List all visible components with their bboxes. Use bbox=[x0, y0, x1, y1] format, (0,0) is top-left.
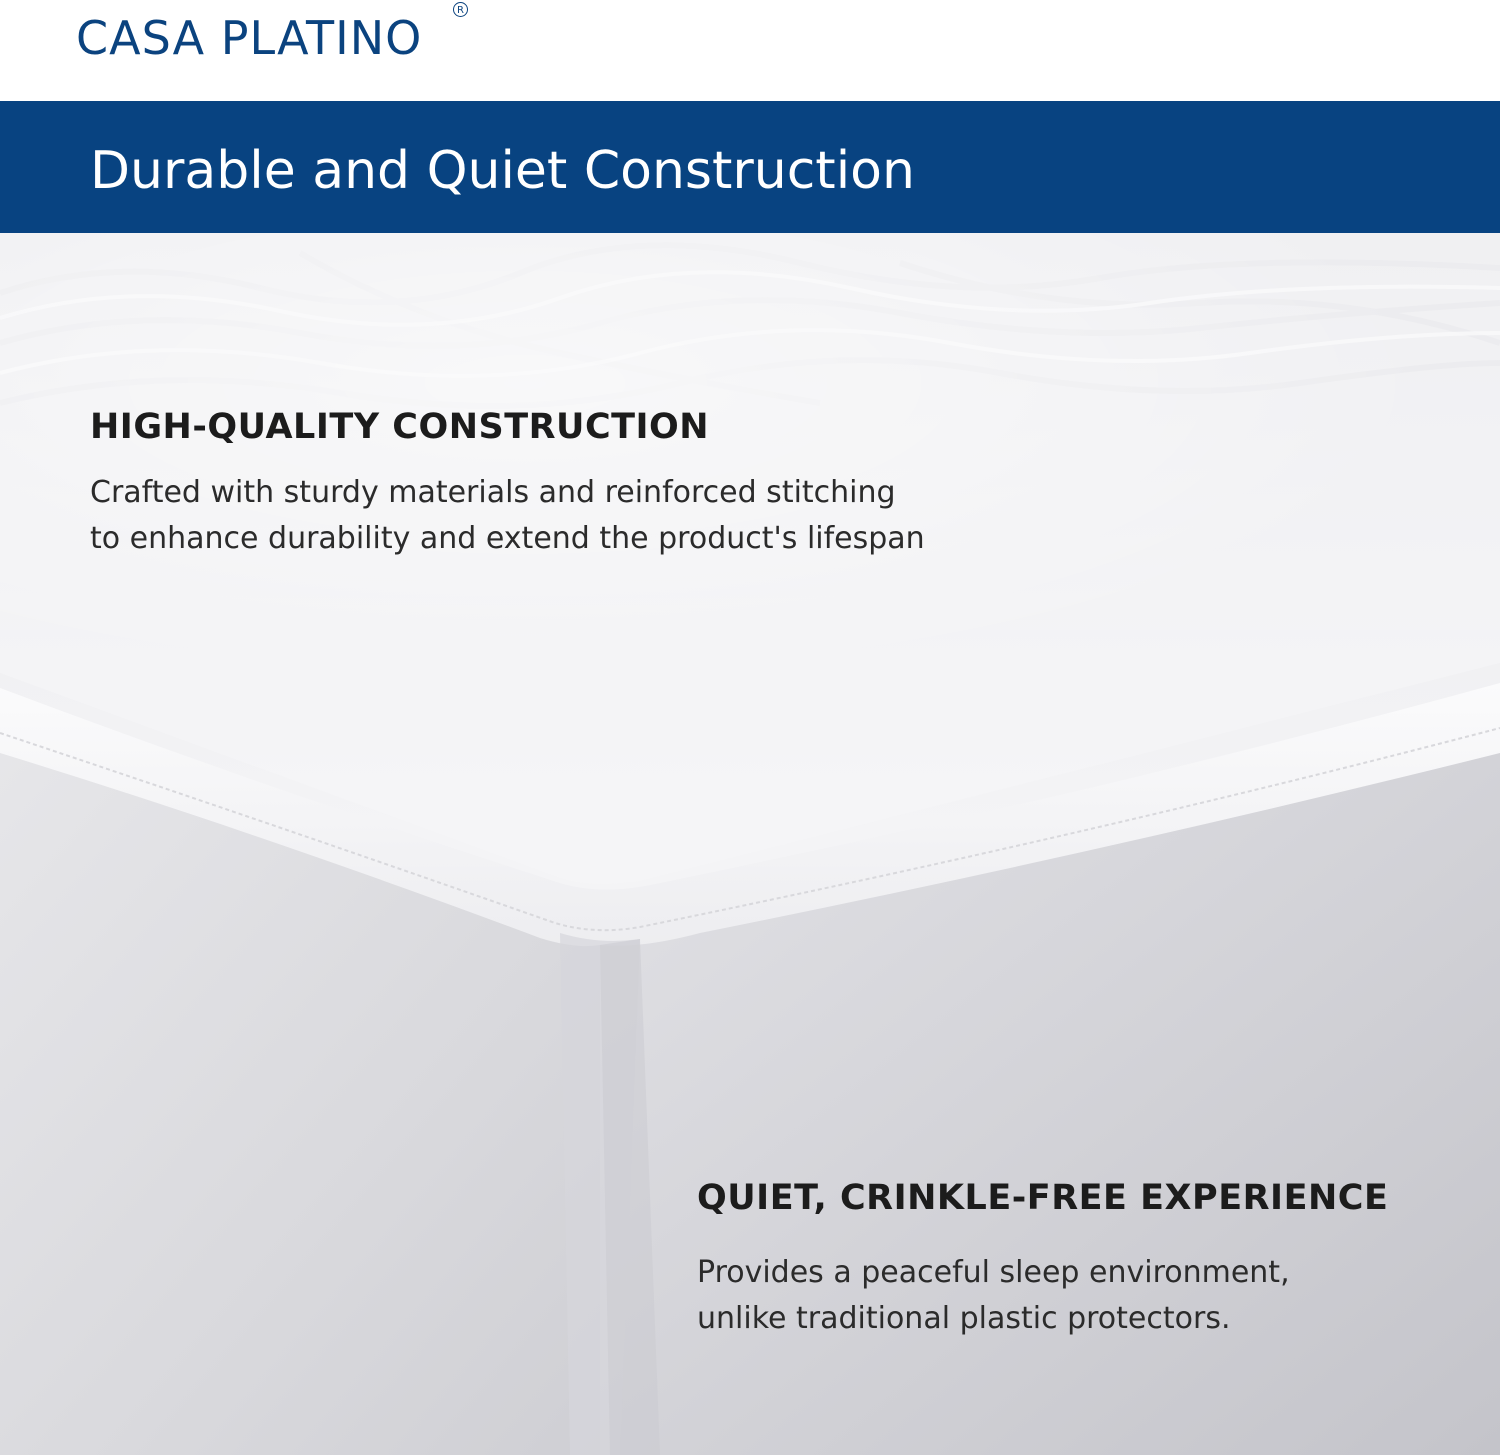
feature-description-line: unlike traditional plastic protectors. bbox=[697, 1301, 1231, 1336]
feature-description-line: Provides a peaceful sleep environment, bbox=[697, 1255, 1290, 1290]
page-title: Durable and Quiet Construction bbox=[90, 141, 915, 201]
feature-description-line: to enhance durability and extend the product's lifespan bbox=[90, 521, 925, 556]
brand-header bbox=[0, 0, 1500, 101]
feature-heading-quiet: QUIET, CRINKLE-FREE EXPERIENCE bbox=[697, 1178, 1389, 1218]
feature-description-construction bbox=[90, 470, 925, 562]
feature-heading-construction: HIGH-QUALITY CONSTRUCTION bbox=[90, 407, 710, 447]
brand-logo-text: CASA PLATINO bbox=[76, 11, 423, 65]
feature-description-quiet bbox=[697, 1250, 1290, 1342]
registered-trademark-icon: R bbox=[453, 2, 468, 17]
feature-description-line: Crafted with sturdy materials and reinforced stitching bbox=[90, 475, 896, 510]
